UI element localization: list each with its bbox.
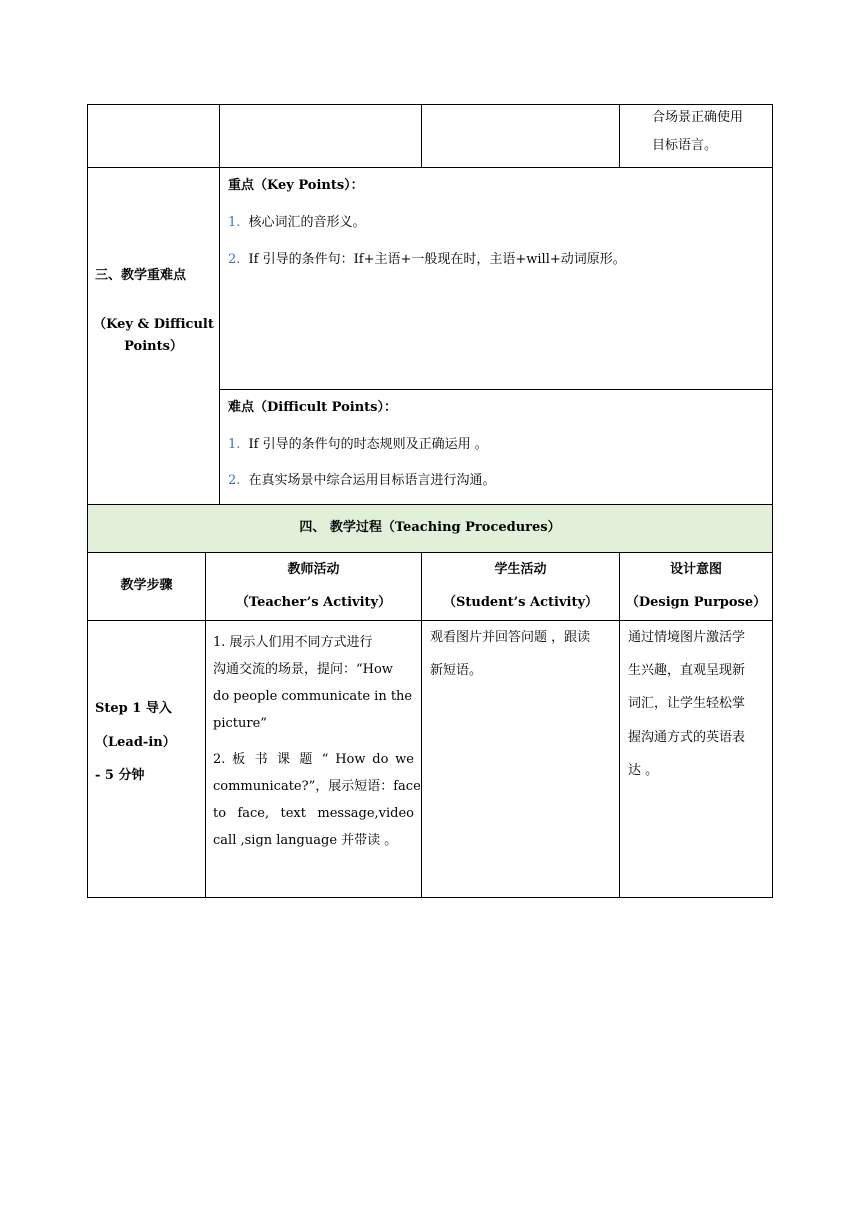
table-border: [87, 104, 88, 898]
table-border: [87, 552, 773, 553]
header-teacher-cn: 教师活动: [287, 562, 340, 577]
header-purpose-cn: 设计意图: [669, 562, 722, 577]
item-text: If 引导的条件句的时态规则及正确运用 。: [248, 437, 488, 452]
key-difficult-label-cn: 三、教学重难点: [95, 268, 187, 283]
table-border: [87, 620, 773, 621]
teacher-activity-line: 2. 板 书 课 题 “ How do we: [213, 752, 414, 767]
teacher-activity-line: to face, text message,video: [213, 806, 414, 821]
item-text: 在真实场景中综合运用目标语言进行沟通。: [248, 473, 496, 488]
header-purpose-en: （Design Purpose）: [625, 595, 767, 610]
step-label: - 5 分钟: [95, 768, 145, 783]
student-activity-line: 观看图片并回答问题 ，跟读: [430, 630, 591, 645]
table-border: [87, 104, 773, 105]
design-purpose-line: 握沟通方式的英语表: [628, 730, 746, 745]
teacher-activity-line: call ,sign language 并带读 。: [213, 833, 398, 848]
table-border: [87, 504, 773, 505]
item-text: 核心词汇的音形义。: [248, 215, 366, 230]
teacher-activity-line: picture”: [213, 716, 267, 731]
key-difficult-label-en: （Key & Difficult: [93, 317, 214, 332]
item-number: 2.: [228, 252, 241, 267]
key-points-title: 重点（Key Points）：: [228, 178, 364, 193]
top-purpose-line: 目标语言。: [652, 138, 718, 153]
difficult-points-title: 难点（Difficult Points）：: [228, 400, 397, 415]
item-text: If 引导的条件句：If+主语+一般现在时，主语+will+动词原形。: [248, 252, 626, 267]
design-purpose-line: 生兴趣，直观呈现新: [628, 663, 746, 678]
teacher-activity-line: do people communicate in the: [213, 689, 413, 704]
item-number: 2.: [228, 473, 241, 488]
design-purpose-line: 词汇，让学生轻松掌: [628, 696, 746, 711]
key-point-item: [228, 249, 626, 271]
header-student-en: （Student’s Activity）: [442, 595, 599, 610]
difficult-point-item: [228, 470, 496, 492]
table-border: [619, 104, 620, 168]
item-number: 1.: [228, 215, 241, 230]
step-label: （Lead-in）: [95, 735, 176, 750]
key-point-item: [228, 212, 366, 234]
top-purpose-line: 合场景正确使用: [652, 110, 744, 125]
table-border: [87, 167, 773, 168]
header-teacher-en: （Teacher’s Activity）: [235, 595, 392, 610]
key-difficult-label-en: Points）: [124, 339, 183, 354]
teacher-activity-line: 沟通交流的场景，提问：“How: [213, 662, 393, 677]
teacher-activity-line: communicate?”，展示短语：face: [213, 779, 421, 794]
table-border: [87, 897, 773, 898]
design-purpose-line: 达 。: [628, 763, 659, 778]
table-border: [219, 389, 773, 390]
procedures-section-title: 四、 教学过程（Teaching Procedures）: [299, 520, 561, 535]
table-border: [772, 104, 773, 898]
step-label: Step 1 导入: [95, 701, 172, 716]
header-step: 教学步骤: [120, 578, 173, 593]
table-border: [421, 104, 422, 168]
design-purpose-line: 通过情境图片激活学: [628, 630, 746, 645]
teacher-activity-line: 1. 展示人们用不同方式进行: [213, 635, 373, 650]
difficult-point-item: [228, 434, 488, 456]
student-activity-line: 新短语。: [430, 663, 483, 678]
table-border: [219, 104, 220, 505]
header-student-cn: 学生活动: [494, 562, 547, 577]
item-number: 1.: [228, 437, 241, 452]
